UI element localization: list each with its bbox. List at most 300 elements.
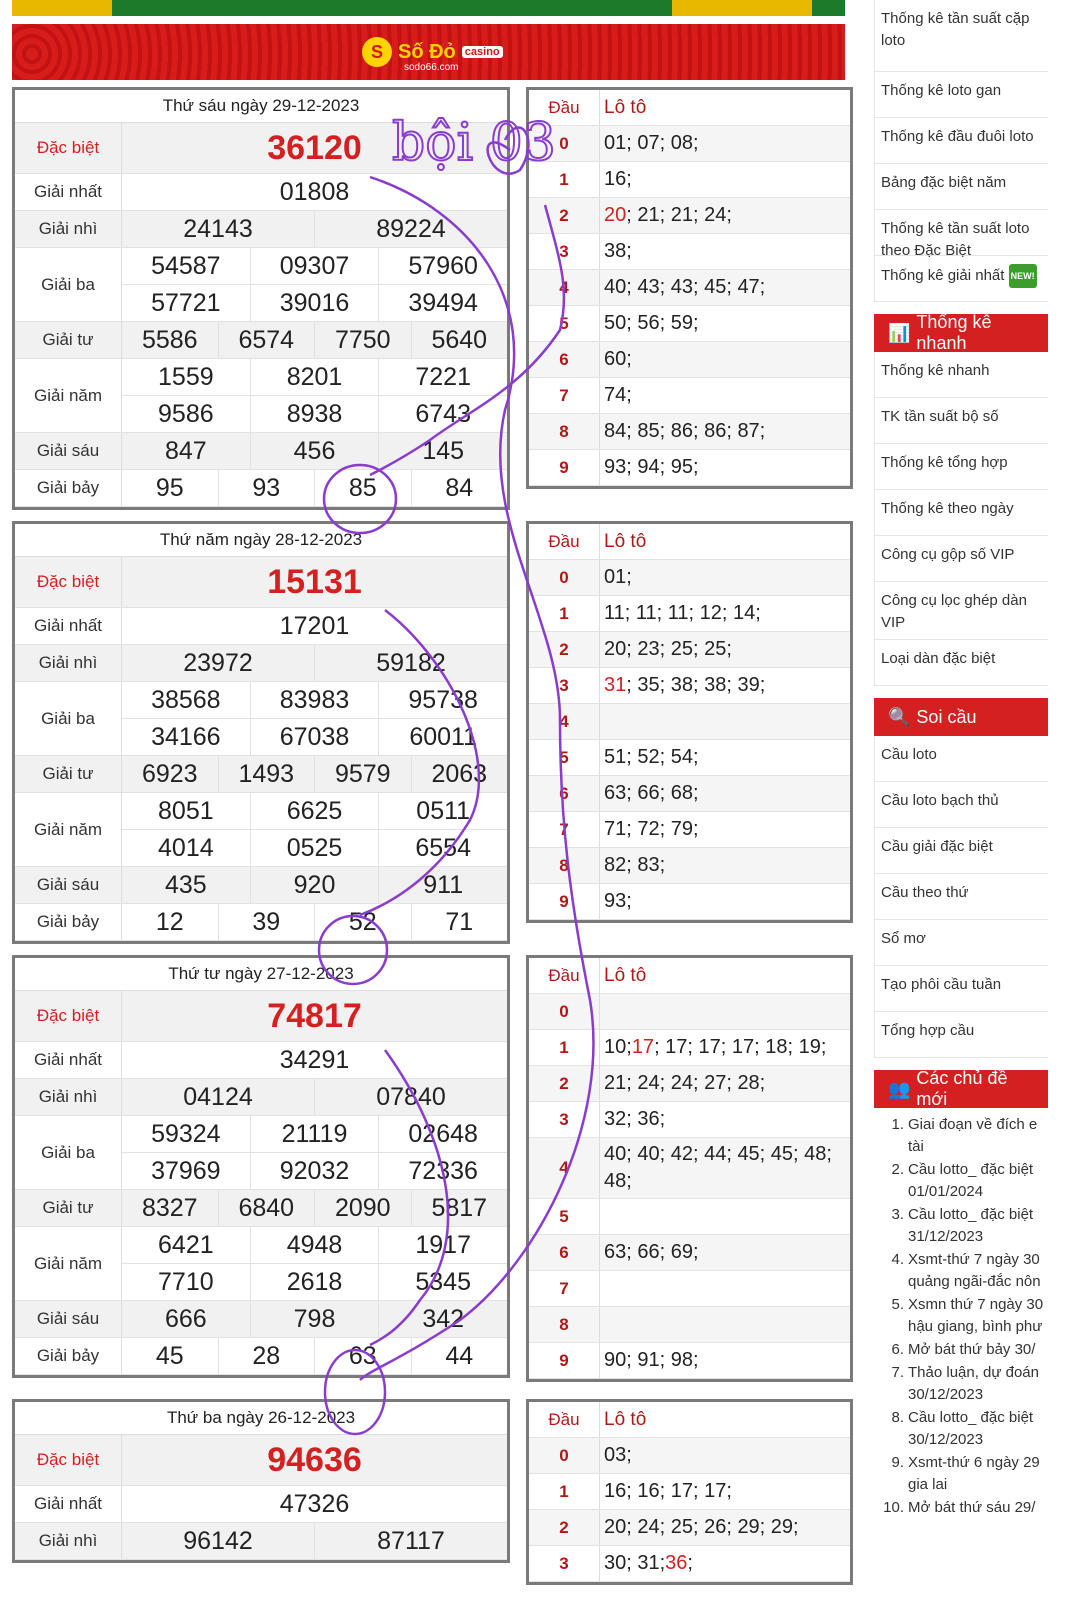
prize-number: 2618: [250, 1264, 379, 1300]
prize-label: Đặc biệt: [15, 1435, 122, 1485]
prize-number: 456: [250, 433, 379, 469]
loto-head-digit: 7: [529, 812, 600, 847]
prize-number: 85: [314, 470, 411, 506]
prize-number: 0511: [378, 793, 507, 829]
sidebar-link[interactable]: Công cụ gộp số VIP: [874, 536, 1048, 582]
prize-number: 5817: [411, 1190, 508, 1226]
result-table: [12, 955, 510, 1378]
sidebar-link[interactable]: Cầu loto: [874, 736, 1048, 782]
loto-row: [529, 668, 850, 704]
loto-head-digit: 6: [529, 1235, 600, 1270]
prize-row: [15, 211, 507, 248]
loto-row: [529, 812, 850, 848]
loto-row: [529, 126, 850, 162]
prize-row: [15, 1190, 507, 1227]
loto-row: [529, 1235, 850, 1271]
prize-row: [15, 682, 507, 756]
loto-row: [529, 1271, 850, 1307]
loto-values: 32; 36;: [604, 1108, 666, 1130]
loto-row: [529, 596, 850, 632]
sodo-casino-banner[interactable]: [12, 24, 845, 80]
prize-number: 7221: [378, 359, 507, 395]
loto-row: [529, 1343, 850, 1379]
loto-values: 11; 11; 11; 12; 14;: [604, 602, 761, 624]
prize-label: Giải nhất: [15, 1042, 122, 1078]
prize-row: [15, 867, 507, 904]
prize-number: 04124: [183, 1082, 253, 1111]
loto-table: [526, 1399, 853, 1585]
loto-head-digit: 9: [529, 450, 600, 485]
prize-label: Giải năm: [15, 359, 122, 432]
prize-number: 6554: [378, 830, 507, 866]
prize-number: 798: [250, 1301, 379, 1337]
loto-head-digit: 1: [529, 1474, 600, 1509]
prize-row: [15, 470, 507, 507]
loto-head-digit: 2: [529, 1510, 600, 1545]
loto-values: 82; 83;: [604, 854, 666, 876]
sidebar-link[interactable]: Thống kê loto gan: [874, 72, 1048, 118]
loto-head-digit: 4: [529, 1138, 600, 1198]
prize-label: Giải tư: [15, 1190, 122, 1226]
sidebar-link[interactable]: Thống kê tần suất cặp loto: [874, 0, 1048, 72]
top-ad-banner[interactable]: [12, 0, 845, 16]
sidebar-link[interactable]: Công cụ lọc ghép dàn VIP: [874, 582, 1048, 640]
loto-values: 21; 24; 24; 27; 28;: [604, 1072, 766, 1094]
loto-row: [529, 1307, 850, 1343]
prize-number: 9586: [158, 399, 214, 428]
loto-values: [600, 1271, 850, 1306]
prize-label: Giải nhì: [15, 211, 122, 247]
loto-values: 84; 85; 86; 86; 87;: [604, 420, 766, 442]
logo-text: Số Đỏ: [398, 40, 456, 63]
result-table: [12, 1399, 510, 1563]
prize-number: 1493: [218, 756, 315, 792]
loto-row: [529, 1102, 850, 1138]
prize-number: 34166: [151, 722, 221, 751]
loto-header: Đầu Lô tô: [529, 524, 850, 560]
prize-row: [15, 1435, 507, 1486]
result-date: Thứ tư ngày 27-12-2023: [15, 958, 507, 991]
loto-row: [529, 848, 850, 884]
sidebar-link[interactable]: Cầu theo thứ: [874, 874, 1048, 920]
prize-number: 911: [378, 867, 507, 903]
prize-number: 07840: [314, 1079, 507, 1115]
prize-row: [15, 359, 507, 433]
prize-number: 96142: [183, 1526, 253, 1555]
loto-head-digit: 8: [529, 1307, 600, 1342]
logo-badge: casino: [462, 46, 503, 58]
prize-number: 34291: [279, 1045, 350, 1074]
loto-head-digit: 6: [529, 342, 600, 377]
prize-number: 89224: [314, 211, 507, 247]
loto-values: 16; 16; 17; 17;: [604, 1480, 732, 1502]
prize-number: 342: [378, 1301, 507, 1337]
sidebar-link[interactable]: Tạo phôi cầu tuần: [874, 966, 1048, 1012]
prize-row: [15, 557, 507, 608]
prize-label: Giải nhì: [15, 1523, 122, 1559]
loto-head-digit: 7: [529, 378, 600, 413]
prize-number: 5586: [141, 325, 198, 354]
loto-row: [529, 1138, 850, 1199]
prize-row: [15, 1079, 507, 1116]
prize-row: [15, 608, 507, 645]
sidebar: [874, 0, 1048, 1520]
prize-number: 63: [314, 1338, 411, 1374]
prize-row: [15, 991, 507, 1042]
prize-row: [15, 756, 507, 793]
topic-item[interactable]: 3. Cầu lotto_ đặc biệt 31/12/2023: [891, 1206, 1034, 1245]
prize-number: 8938: [250, 396, 379, 432]
prize-number: 67038: [250, 719, 379, 755]
prize-number: 52: [314, 904, 411, 940]
prize-row: [15, 1227, 507, 1301]
search-plus-icon: 🔍: [888, 706, 911, 727]
loto-row: [529, 450, 850, 486]
sidebar-link[interactable]: Thống kê tổng hợp: [874, 444, 1048, 490]
prize-number: 87117: [314, 1523, 507, 1559]
prize-number: 6421: [158, 1230, 214, 1259]
prize-number: 6743: [378, 396, 507, 432]
loto-row: [529, 776, 850, 812]
loto-values: 16;: [604, 168, 632, 190]
prize-number: 44: [411, 1338, 508, 1374]
prize-label: Giải sáu: [15, 1301, 122, 1337]
loto-row: [529, 704, 850, 740]
loto-table: [526, 955, 853, 1382]
loto-head-digit: 2: [529, 632, 600, 667]
prize-number: 09307: [250, 248, 379, 284]
loto-row: [529, 1546, 850, 1582]
prize-number: 4948: [250, 1227, 379, 1263]
topic-item[interactable]: 7. Thảo luận, dự đoán 30/12/2023: [891, 1364, 1039, 1403]
result-date: Thứ sáu ngày 29-12-2023: [15, 90, 507, 123]
loto-row: [529, 884, 850, 920]
prize-row: [15, 174, 507, 211]
sidebar-link[interactable]: Thống kê giải nhất NEW!: [874, 256, 1048, 302]
topic-item[interactable]: 1. Giai đoạn về đích e tài: [891, 1116, 1038, 1155]
prize-number: 145: [378, 433, 507, 469]
loto-row: [529, 162, 850, 198]
logo-url: sodo66.com: [404, 62, 459, 73]
prize-number: 60011: [378, 719, 507, 755]
prize-number: 920: [250, 867, 379, 903]
loto-row: [529, 378, 850, 414]
loto-head-digit: 1: [529, 596, 600, 631]
loto-table: [526, 521, 853, 923]
prize-row: [15, 1486, 507, 1523]
loto-head-digit: 0: [529, 126, 600, 161]
prize-label: Giải bảy: [15, 1338, 122, 1374]
loto-head-digit: 8: [529, 848, 600, 883]
loto-row: [529, 270, 850, 306]
prize-label: Giải năm: [15, 1227, 122, 1300]
prize-label: Giải nhì: [15, 645, 122, 681]
prize-number: 9579: [314, 756, 411, 792]
result-date: Thứ năm ngày 28-12-2023: [15, 524, 507, 557]
prize-number: 45: [155, 1341, 184, 1370]
sidebar-link[interactable]: Thống kê theo ngày: [874, 490, 1048, 536]
prize-number: 47326: [279, 1489, 350, 1518]
topic-item[interactable]: 2. Cầu lotto_ đặc biệt 01/01/2024: [891, 1161, 1034, 1200]
result-table: [12, 87, 510, 510]
handwritten-note: bội 03: [392, 113, 556, 173]
sidebar-link[interactable]: Sổ mơ: [874, 920, 1048, 966]
bar-chart-icon: 📊: [888, 322, 911, 343]
loto-head-digit: 8: [529, 414, 600, 449]
prize-label: Giải bảy: [15, 470, 122, 506]
topics-list: [874, 1108, 1048, 1519]
prize-number: 95: [155, 473, 184, 502]
loto-header: Đầu Lô tô: [529, 90, 850, 126]
loto-row: [529, 1474, 850, 1510]
loto-row: [529, 740, 850, 776]
prize-number: 847: [164, 436, 207, 465]
result-date: Thứ ba ngày 26-12-2023: [15, 1402, 507, 1435]
loto-values: 93; 94; 95;: [604, 456, 699, 478]
prize-number: 5640: [411, 322, 508, 358]
quick-stats-header: 📊 Thống kê nhanh: [874, 314, 1048, 352]
new-topics-header: 👥 Các chủ đề mới: [874, 1070, 1048, 1108]
loto-values: 90; 91; 98;: [604, 1349, 699, 1371]
loto-row: [529, 234, 850, 270]
prize-row: [15, 1523, 507, 1560]
prize-number: 8201: [250, 359, 379, 395]
sidebar-link[interactable]: Bảng đặc biệt năm: [874, 164, 1048, 210]
users-icon: 👥: [888, 1078, 911, 1099]
loto-row: [529, 632, 850, 668]
loto-values: 01;: [604, 566, 632, 588]
soi-cau-header: 🔍 Soi cầu: [874, 698, 1048, 736]
loto-values: 50; 56; 59;: [604, 312, 699, 334]
prize-label: Giải bảy: [15, 904, 122, 940]
prize-label: Giải ba: [15, 248, 122, 321]
loto-head-digit: 2: [529, 198, 600, 233]
loto-head-digit: 5: [529, 740, 600, 775]
loto-row: [529, 1438, 850, 1474]
loto-row: [529, 994, 850, 1030]
loto-header: Đầu Lô tô: [529, 958, 850, 994]
prize-number: 0525: [250, 830, 379, 866]
loto-head-digit: 6: [529, 776, 600, 811]
prize-label: Giải nhì: [15, 1079, 122, 1115]
prize-number: 93: [218, 470, 315, 506]
sidebar-link[interactable]: Thống kê tần suất loto theo Đặc Biệt: [874, 210, 1048, 256]
topic-item[interactable]: 5. Xsmn thứ 7 ngày 30 hậu giang, bình phư: [891, 1296, 1044, 1335]
loto-row: [529, 414, 850, 450]
loto-values: 03;: [604, 1444, 632, 1466]
loto-head-digit: 3: [529, 1546, 600, 1581]
loto-row: [529, 306, 850, 342]
loto-values: [600, 1199, 850, 1234]
prize-number: 8327: [141, 1193, 198, 1222]
prize-number: 71: [411, 904, 508, 940]
prize-row: [15, 1042, 507, 1079]
loto-values: [600, 994, 850, 1029]
loto-values: [600, 1307, 850, 1342]
loto-head-digit: 1: [529, 1030, 600, 1065]
loto-values: 20; 24; 25; 26; 29; 29;: [604, 1516, 799, 1538]
prize-label: Giải ba: [15, 682, 122, 755]
prize-row: [15, 123, 507, 174]
loto-head-digit: 4: [529, 270, 600, 305]
topic-item[interactable]: 9. Xsmt-thứ 6 ngày 29 gia lai: [891, 1454, 1040, 1493]
prize-number: 39: [218, 904, 315, 940]
sidebar-link[interactable]: TK tần suất bộ số: [874, 398, 1048, 444]
prize-number: 57721: [151, 288, 221, 317]
prize-number: 1917: [378, 1227, 507, 1263]
prize-number: 39494: [378, 285, 507, 321]
loto-values: 38;: [604, 240, 632, 262]
prize-label: Giải nhất: [15, 174, 122, 210]
prize-label: Giải nhất: [15, 608, 122, 644]
loto-values: 20; 23; 25; 25;: [604, 638, 732, 660]
prize-label: Giải nhất: [15, 1486, 122, 1522]
loto-values: 71; 72; 79;: [604, 818, 699, 840]
loto-values: 63; 66; 69;: [604, 1241, 699, 1263]
loto-table: [526, 87, 853, 489]
prize-number: 21119: [250, 1116, 379, 1152]
prize-row: [15, 1301, 507, 1338]
loto-row: [529, 1199, 850, 1235]
loto-values: 51; 52; 54;: [604, 746, 699, 768]
prize-number: 7750: [314, 322, 411, 358]
prize-number: 24143: [183, 214, 253, 243]
loto-values: 40; 43; 43; 45; 47;: [604, 276, 766, 298]
loto-head-digit: 3: [529, 668, 600, 703]
prize-label: Giải tư: [15, 756, 122, 792]
loto-values: 30; 31; 36 ;: [604, 1552, 693, 1574]
prize-number: 4014: [158, 833, 214, 862]
loto-head-digit: 4: [529, 704, 600, 739]
prize-number: 84: [411, 470, 508, 506]
prize-number: 2090: [314, 1190, 411, 1226]
sidebar-link[interactable]: Tổng hợp cầu: [874, 1012, 1048, 1058]
prize-row: [15, 248, 507, 322]
prize-row: [15, 793, 507, 867]
sidebar-link[interactable]: Cầu loto bạch thủ: [874, 782, 1048, 828]
prize-number: 6840: [218, 1190, 315, 1226]
loto-row: [529, 342, 850, 378]
prize-number: 28: [218, 1338, 315, 1374]
prize-row: [15, 322, 507, 359]
loto-values: [600, 704, 850, 739]
loto-values: 74;: [604, 384, 632, 406]
prize-label: Đặc biệt: [15, 557, 122, 607]
prize-number: 7710: [158, 1267, 214, 1296]
prize-number: 6625: [250, 793, 379, 829]
prize-number: 94636: [267, 1440, 362, 1479]
sidebar-link[interactable]: Loại dàn đặc biệt: [874, 640, 1048, 686]
prize-number: 666: [164, 1304, 207, 1333]
prize-number: 95738: [378, 682, 507, 718]
loto-row: [529, 198, 850, 234]
loto-head-digit: 5: [529, 306, 600, 341]
loto-values: 20 ; 21; 21; 24;: [604, 204, 732, 226]
loto-header: Đầu Lô tô: [529, 1402, 850, 1438]
sidebar-link[interactable]: Thống kê đầu đuôi loto: [874, 118, 1048, 164]
prize-label: Giải ba: [15, 1116, 122, 1189]
loto-head-digit: 3: [529, 234, 600, 269]
prize-number: 57960: [378, 248, 507, 284]
prize-row: [15, 645, 507, 682]
prize-row: [15, 904, 507, 941]
prize-row: [15, 1338, 507, 1375]
loto-values: 10; 17 ; 17; 17; 17; 18; 19;: [604, 1036, 827, 1058]
prize-number: 72336: [378, 1153, 507, 1189]
loto-head-digit: 9: [529, 884, 600, 919]
loto-row: [529, 1030, 850, 1066]
loto-head-digit: 0: [529, 560, 600, 595]
sodo-logo: [362, 36, 503, 73]
loto-head-digit: 9: [529, 1343, 600, 1378]
result-table: [12, 521, 510, 944]
prize-number: 59324: [151, 1119, 221, 1148]
loto-values: 01; 07; 08;: [604, 132, 699, 154]
prize-number: 15131: [267, 562, 362, 601]
loto-head-digit: 0: [529, 1438, 600, 1473]
prize-label: Giải tư: [15, 322, 122, 358]
prize-number: 12: [155, 907, 184, 936]
prize-row: [15, 433, 507, 470]
loto-row: [529, 560, 850, 596]
prize-row: [15, 1116, 507, 1190]
loto-values: 63; 66; 68;: [604, 782, 699, 804]
prize-number: 01808: [279, 177, 350, 206]
sidebar-link[interactable]: Thống kê nhanh: [874, 352, 1048, 398]
prize-label: Giải sáu: [15, 867, 122, 903]
prize-label: Đặc biệt: [15, 991, 122, 1041]
prize-number: 59182: [314, 645, 507, 681]
prize-number: 8051: [158, 796, 214, 825]
prize-number: 5345: [378, 1264, 507, 1300]
prize-number: 02648: [378, 1116, 507, 1152]
prize-number: 39016: [250, 285, 379, 321]
prize-number: 83983: [250, 682, 379, 718]
prize-number: 38568: [151, 685, 221, 714]
loto-values: 60;: [604, 348, 632, 370]
topic-item[interactable]: 10. Mở bát thứ sáu 29/: [883, 1499, 1036, 1516]
loto-head-digit: 5: [529, 1199, 600, 1234]
prize-number: 37969: [151, 1156, 221, 1185]
prize-number: 36120: [267, 128, 362, 167]
loto-values: 31 ; 35; 38; 38; 39;: [604, 674, 766, 696]
loto-head-digit: 1: [529, 162, 600, 197]
topic-item[interactable]: 8. Cầu lotto_ đặc biệt 30/12/2023: [891, 1409, 1034, 1448]
loto-row: [529, 1510, 850, 1546]
prize-number: 17201: [279, 611, 350, 640]
loto-head-digit: 3: [529, 1102, 600, 1137]
prize-number: 74817: [267, 996, 362, 1035]
prize-label: Giải sáu: [15, 433, 122, 469]
prize-number: 2063: [411, 756, 508, 792]
prize-number: 92032: [250, 1153, 379, 1189]
topic-item[interactable]: 4. Xsmt-thứ 7 ngày 30 quảng ngãi-đắc nôn: [891, 1251, 1041, 1290]
prize-label: Giải năm: [15, 793, 122, 866]
topic-item[interactable]: 6. Mở bát thứ bảy 30/: [891, 1341, 1036, 1358]
loto-row: [529, 1066, 850, 1102]
loto-values: 40; 40; 42; 44; 45; 45; 48; 48;: [604, 1143, 832, 1192]
loto-head-digit: 0: [529, 994, 600, 1029]
loto-head-digit: 2: [529, 1066, 600, 1101]
prize-number: 23972: [183, 648, 253, 677]
prize-number: 6923: [141, 759, 198, 788]
sodo-logo-icon: S: [362, 37, 392, 67]
prize-number: 6574: [218, 322, 315, 358]
loto-values: 93;: [604, 890, 632, 912]
new-badge: NEW!: [1009, 264, 1037, 288]
sidebar-link[interactable]: Cầu giải đặc biệt: [874, 828, 1048, 874]
prize-number: 54587: [151, 251, 221, 280]
